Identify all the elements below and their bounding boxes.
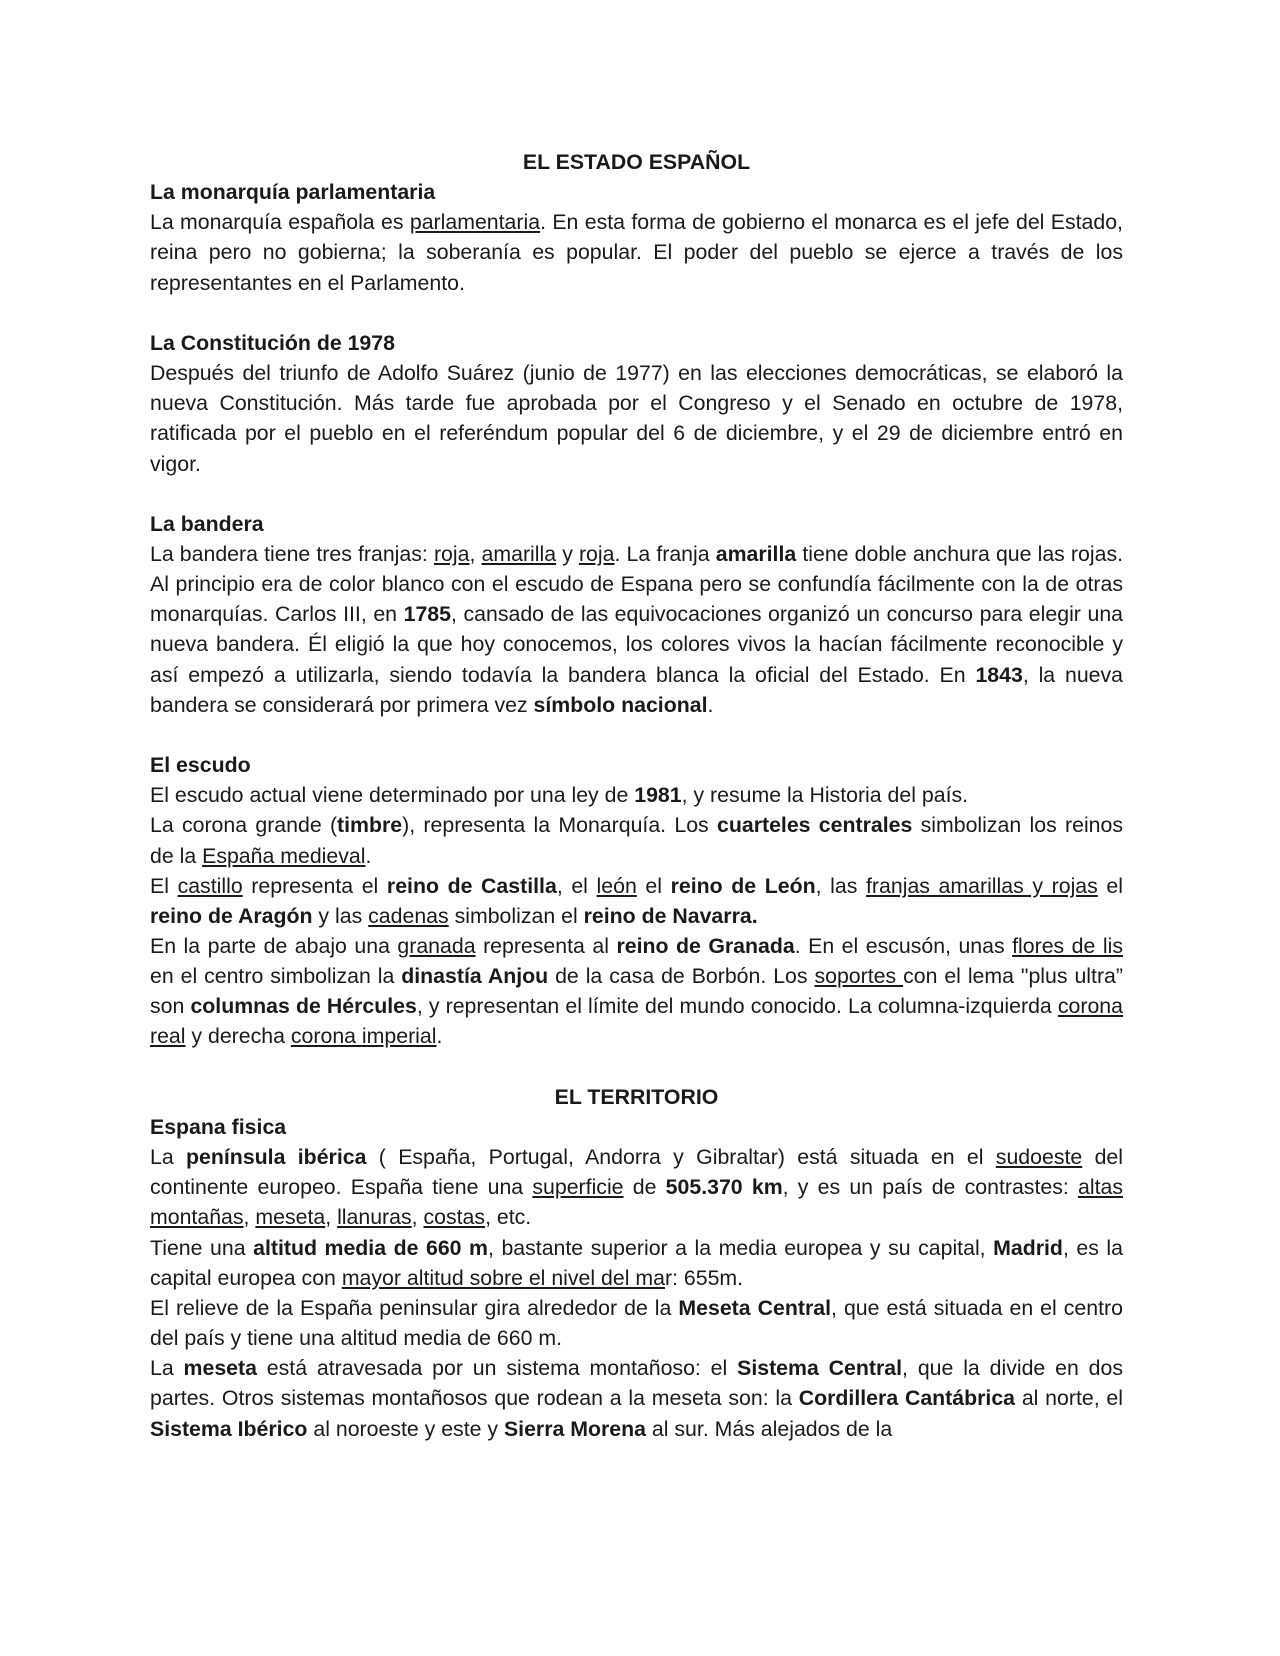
text-run: , y representan el límite del mundo conocido. La columna-izquierda [416,994,1058,1019]
text-run: . En el escusón, unas [794,934,1013,959]
document-title: EL ESTADO ESPAÑOL [522,150,751,174]
text-run: . En esta forma de gobierno el monarca es el jefe del Estado, reina pero no gobierna; la soberanía es popular. El poder del pueblo se ejerce a través de los representantes en el Parlamento. [150,210,1123,295]
bold-text: meseta [183,1356,257,1381]
text-run: Tiene una [150,1235,254,1260]
text-run: , [325,1205,338,1230]
text-run: La corona grande ( [150,813,338,838]
underlined-text: mayor altitud sobre el nivel del ma [341,1265,665,1290]
text-run: La monarquía española es [150,210,410,235]
text-run: en el centro simbolizan la [150,964,402,989]
paragraph [150,358,1123,479]
text-run: con el lema "plus ultra” son [150,964,1123,1019]
text-run: , que está situada en el centro del país y tiene una altitud media de 660 m. [150,1295,1123,1351]
paragraph [150,931,1123,1052]
text-run: , [243,1205,256,1230]
text-run: La [150,1145,187,1170]
text-run: . La franja [614,542,716,566]
text-run: de [623,1175,666,1200]
paragraph [150,780,1123,810]
text-run: La [150,1356,184,1381]
text-run: al norte, el [1015,1386,1123,1411]
text-run: r: 655m. [664,1265,744,1290]
text-run: ( España, Portugal, Andorra y Gibraltar) está situada en el [366,1145,996,1170]
underlined-text: soportes [814,964,904,989]
bold-text: 1785 [403,602,451,627]
bold-text: 505.370 km [665,1175,783,1200]
underlined-text: sudoeste [995,1145,1083,1170]
underlined-text: roja [578,542,615,566]
bold-text: columnas de Hércules [190,994,417,1019]
text-run: , la nueva bandera se considerará por primera vez [150,662,1123,717]
underlined-text: parlamentaria [409,210,541,235]
section-gap [150,1052,1123,1082]
sections-estado [150,177,1123,1051]
paragraph [150,871,1123,931]
underlined-text: castillo [177,873,243,898]
section-heading: La monarquía parlamentaria [150,180,436,205]
bold-text: Sierra Morena [503,1416,646,1441]
text-run: , y es un país de contrastes: [782,1175,1078,1200]
bold-text: reino de Aragón [150,903,313,928]
bold-text: altitud media de 660 m [253,1235,488,1260]
underlined-text: costas [423,1205,486,1230]
underlined-text: corona real [150,994,1123,1049]
text-run: , y resume la Historia del país. [681,783,969,808]
underlined-text: franjas amarillas y rojas [866,873,1098,898]
text-run: al noroeste y este y [307,1416,504,1441]
text-run: . [365,843,372,868]
section-heading: Espana fisica [150,1114,287,1139]
underlined-text: amarilla [481,542,557,566]
bold-text: símbolo nacional [533,692,708,717]
blank-line [150,720,1123,750]
underlined-text: altas montañas [150,1175,1123,1230]
bold-text: reino de Castilla [386,873,557,898]
text-run: y [556,542,579,566]
text-run: ), representa la Monarquía. Los [402,813,717,838]
text-run: el [636,873,671,898]
blank-line [150,298,1123,328]
paragraph [150,1233,1123,1293]
document-page [150,147,1123,1444]
text-run: . [707,692,714,717]
bold-text: Meseta Central [678,1295,832,1320]
bold-text: dinastía Anjou [401,964,549,989]
bold-text: amarilla [715,542,797,566]
text-run: , [411,1205,424,1230]
underlined-text: España medieval [202,843,366,868]
bold-text: reino de León [670,873,816,898]
paragraph [150,1142,1123,1232]
text-run: al sur. Más alejados de la [646,1416,893,1441]
bold-text: península ibérica [186,1145,367,1170]
text-run: El [150,873,178,898]
underlined-text: superficie [532,1175,624,1200]
text-run: , etc. [485,1205,532,1230]
blank-line [150,479,1123,509]
underlined-text: granada [397,934,476,959]
underlined-text: corona imperial [290,1024,437,1049]
text-run: simbolizan el [448,903,584,928]
underlined-text: león [596,873,637,898]
bold-text: Cordillera Cantábrica [798,1386,1016,1411]
bold-text: reino de Navarra. [583,903,758,928]
text-run: El relieve de la España peninsular gira alrededor de la [150,1295,679,1320]
paragraph [150,1353,1123,1443]
underlined-text: cadenas [368,903,449,928]
bold-text: 1981 [634,783,682,808]
text-run: tiene doble anchura que las rojas. Al principio era de color blanco con el escudo de Espana pero se confundía fácilmente con la de otras monarquías. Carlos III, en [150,542,1124,627]
text-run: Después del triunfo de Adolfo Suárez (junio de 1977) en las elecciones democráticas, se elaboró la nueva Constitución. Más tarde fue aprobada por el Congreso y el Senado en octubre de 1978, ratificada por el pueblo en el referéndum popular del 6 de diciembre, y el 29 de diciembre entró en vigor. [150,361,1123,476]
text-run: y las [312,903,369,928]
paragraph [150,207,1123,297]
text-run: , es la capital europea con [150,1235,1123,1290]
section-heading: La Constitución de 1978 [150,330,395,355]
text-run: El escudo actual viene determinado por una ley de [150,783,635,808]
bold-text: Madrid [993,1235,1063,1260]
paragraph [150,539,1123,720]
section-heading: El escudo [150,753,251,778]
text-run: y derecha [185,1024,291,1049]
bold-text: Sistema Ibérico [150,1416,308,1441]
territory-title: EL TERRITORIO [554,1084,719,1109]
text-run: En la parte de abajo una [150,934,398,959]
section-heading: La bandera [150,511,264,536]
text-run: La bandera tiene tres franjas: [150,542,434,566]
text-run: representa el [242,873,387,898]
text-run: . [436,1024,443,1049]
bold-text: Sistema Central [737,1356,903,1381]
underlined-text: llanuras [337,1205,412,1230]
text-run: representa al [475,934,617,959]
text-run: , [469,542,482,566]
text-run: está atravesada por un sistema montañoso: el [256,1356,738,1381]
bold-text: 1843 [975,662,1023,687]
underlined-text: meseta [255,1205,326,1230]
text-run: el [1097,873,1123,898]
text-run: , el [556,873,597,898]
bold-text: timbre [337,813,403,838]
text-run: del continente europeo. España tiene una [150,1145,1123,1200]
text-run: de la casa de Borbón. Los [548,964,815,989]
bold-text: reino de Granada [616,934,795,959]
text-run: , que la divide en dos partes. Otros sistemas montañosos que rodean a la meseta son: la [150,1356,1124,1411]
underlined-text: flores de lis [1012,934,1123,959]
underlined-text: roja [433,542,470,566]
sections-territorio [150,1112,1123,1444]
paragraph [150,1293,1123,1353]
text-run: simbolizan los reinos de la [150,813,1124,868]
text-run: , bastante superior a la media europea y su capital, [488,1235,994,1260]
text-run: , las [815,873,867,898]
bold-text: cuarteles centrales [717,813,913,838]
text-run: , cansado de las equivocaciones organizó un concurso para elegir una nueva bandera. Él eligió la que hoy conocemos, los colores vivos la hacían fácilmente reconocible y así empezó a utilizarla, siendo todavía la bandera blanca la oficial del Estado. En [150,602,1124,687]
paragraph [150,810,1123,870]
